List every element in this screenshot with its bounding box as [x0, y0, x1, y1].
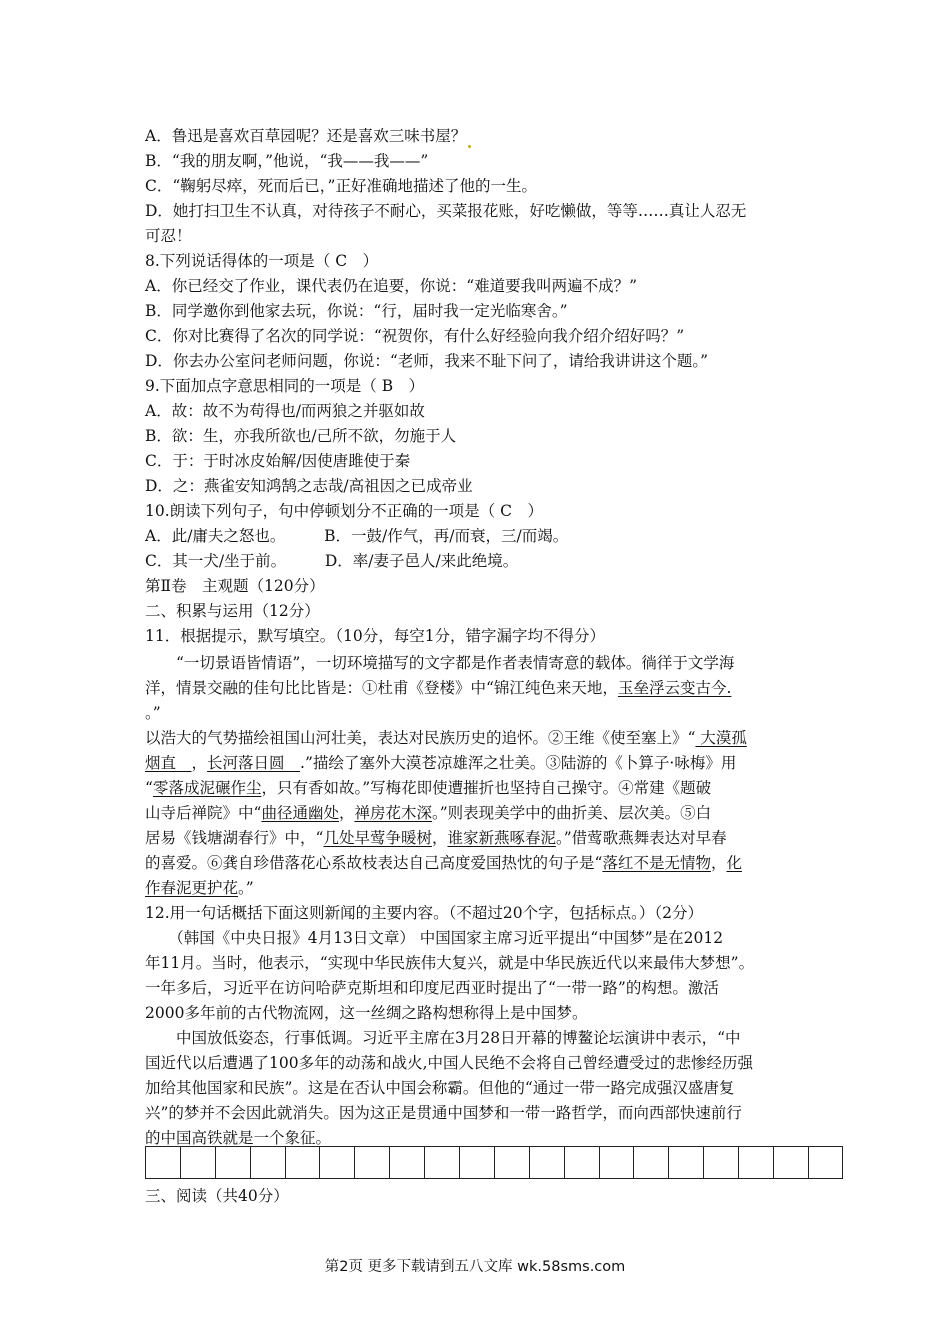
section-2-title: 第Ⅱ卷 主观题（120分）: [145, 577, 325, 595]
q9-option-b: B．欲：生，亦我所欲也/己所不欲，勿施于人: [145, 427, 457, 445]
answer-grid-cell[interactable]: [494, 1146, 529, 1179]
answer-grid-cell[interactable]: [424, 1146, 459, 1179]
answer-blank: 几处早莺争暖树: [323, 829, 432, 847]
answer-grid-cell[interactable]: [773, 1146, 808, 1179]
q8-option-a: A．你已经交了作业，课代表仍在追要，你说：“难道要我叫两遍不成？”: [145, 277, 638, 295]
answer-grid-cell[interactable]: [319, 1146, 354, 1179]
option-d-line-cont: 可忍！: [145, 227, 192, 245]
q9-option-d: D．之：燕雀安知鸿鹄之志哉/高祖因之已成帝业: [145, 477, 473, 495]
answer-blank: 曲径通幽处: [261, 804, 339, 822]
q11-line-10: 作春泥更护花。”: [145, 879, 254, 897]
option-c-line: C．“鞠躬尽瘁，死而后已，”正好准确地描述了他的一生。: [145, 177, 537, 195]
q11-line-4: 以浩大的气势描绘祖国山河壮美，表达对民族历史的追怀。②王维《使至塞上》“ 大漠孤: [145, 729, 747, 747]
answer-blank: 大漠孤: [695, 729, 747, 747]
q9-option-c: C．于：于时冰皮始解/因使唐雎使于秦: [145, 452, 411, 470]
question-11: 11．根据提示，默写填空。（10分，每空1分，错字漏字均不得分）: [145, 627, 606, 645]
answer-blank: 谁家新燕啄春泥: [447, 829, 556, 847]
page-footer: 第2页 更多下载请到五八文库 wk.58sms.com: [324, 1259, 626, 1275]
q11-line-6: “零落成泥碾作尘，只有香如故。”写梅花即使遭摧折也坚持自己操守。④常建《题破: [145, 779, 712, 797]
answer-blank: 化: [726, 854, 742, 872]
q11-line-3: 。”: [145, 704, 161, 722]
answer-grid: [145, 1146, 843, 1179]
answer-grid-cell[interactable]: [808, 1146, 843, 1179]
q9-option-a: A．故：故不为苟得也/而两狼之并驱如故: [145, 402, 425, 420]
answer-grid-cell[interactable]: [633, 1146, 668, 1179]
option-d-line: D．她打扫卫生不认真，对待孩子不耐心，买菜报花账，好吃懒做，等等……真让人忍无: [145, 202, 747, 220]
news-para2-line4: 兴”的梦并不会因此就消失。因为这正是贯通中国梦和一带一路哲学，而向西部快速前行: [145, 1104, 742, 1122]
answer-grid-cell[interactable]: [389, 1146, 424, 1179]
news-para1-line4: 2000多年前的古代物流网，这一丝绸之路构想称得上是中国梦。: [145, 1004, 588, 1022]
q8-option-c: C．你对比赛得了名次的同学说：“祝贺你，有什么好经验向我介绍介绍好吗？”: [145, 327, 685, 345]
q11-line-1: “一切景语皆情语”，一切环境描写的文字都是作者表情寄意的载体。徜徉于文学海: [145, 654, 735, 672]
question-9: 9.下面加点字意思相同的一项是（ B ）: [145, 377, 425, 395]
answer-grid-cell[interactable]: [354, 1146, 389, 1179]
news-para2-line5: 的中国高铁就是一个象征。: [145, 1129, 332, 1147]
q8-option-d: D．你去办公室问老师问题，你说：“老师，我来不耻下问了，请给我讲讲这个题。”: [145, 352, 709, 370]
q11-line-8: 居易《钱塘湖春行》中，“几处早莺争暖树，谁家新燕啄春泥。”借莺歌燕舞表达对早春: [145, 829, 727, 847]
q8-option-b: B．同学邀你到他家去玩，你说：“行，届时我一定光临寒舍。”: [145, 302, 568, 320]
question-8: 8.下列说话得体的一项是（ C ）: [145, 252, 379, 270]
answer-grid-cell[interactable]: [180, 1146, 215, 1179]
answer-blank: 零落成泥碾作尘: [152, 779, 262, 797]
section-accumulation: 二、积累与运用（12分）: [145, 602, 320, 620]
news-para2-line3: 加给其他国家和民族”。这是在否认中国会称霸。但他的“通过一带一路完成强汉盛唐复: [145, 1079, 735, 1097]
answer-grid-cell[interactable]: [145, 1146, 180, 1179]
q10-options-ab: A．此/庸夫之怒也。 B．一鼓/作气，再/而衰，三/而竭。: [145, 527, 569, 545]
answer-grid-cell[interactable]: [250, 1146, 285, 1179]
answer-grid-cell[interactable]: [529, 1146, 564, 1179]
q11-line-2: 洋，情景交融的佳句比比皆是：①杜甫《登楼》中“锦江纯色来天地，玉垒浮云变古今.: [145, 679, 732, 697]
q11-line-9: 的喜爱。⑥龚自珍借落花心系故枝表达自己高度爱国热忱的句子是“落红不是无情物，化: [145, 854, 742, 872]
question-12: 12.用一句话概括下面这则新闻的主要内容。（不超过20个字，包括标点。）（2分）: [145, 904, 703, 922]
q10-options-cd: C．其一犬/坐于前。 D．率/妻子邑人/来此绝境。: [145, 552, 519, 570]
dot-mark-icon: [468, 145, 471, 148]
answer-grid-cell[interactable]: [459, 1146, 494, 1179]
answer-grid-cell[interactable]: [599, 1146, 634, 1179]
answer-blank: 玉垒浮云变古今.: [617, 679, 732, 697]
news-para2-line1: 中国放低姿态，行事低调。习近平主席在3月28日开幕的博鳌论坛演讲中表示，“中: [145, 1029, 741, 1047]
answer-blank: 禅房花木深: [354, 804, 432, 822]
news-para2-line2: 国近代以后遭遇了100多年的动荡和战火,中国人民绝不会将自己曾经遭受过的悲惨经历强: [145, 1054, 754, 1072]
news-para1-line3: 一年多后，习近平在访问哈萨克斯坦和印度尼西亚时提出了“一带一路”的构想。激活: [145, 979, 719, 997]
option-b-line: B．“我的朋友啊，”他说，“我——我——”: [145, 152, 429, 170]
option-a-line: A．鲁迅是喜欢百草园呢？还是喜欢三味书屋？: [145, 124, 825, 148]
answer-grid-cell[interactable]: [564, 1146, 599, 1179]
answer-blank: 烟直: [145, 754, 192, 772]
question-10: 10.朗读下列句子，句中停顿划分不正确的一项是（ C ）: [145, 502, 543, 520]
section-3-title: 三、阅读（共40分）: [145, 1187, 289, 1205]
answer-blank: 落红不是无情物: [602, 854, 711, 872]
answer-grid-cell[interactable]: [285, 1146, 320, 1179]
answer-blank: 长河落日圆: [207, 754, 301, 772]
q11-line-5: 烟直 ，长河落日圆 .”描绘了塞外大漠苍凉雄浑之壮美。③陆游的《卜算子·咏梅》用: [145, 754, 737, 772]
answer-grid-cell[interactable]: [738, 1146, 773, 1179]
q11-line-7: 山寺后禅院》中“曲径通幽处，禅房花木深。”则表现美学中的曲折美、层次美。⑤白: [145, 804, 712, 822]
answer-blank: 作春泥更护花: [145, 879, 239, 897]
news-para1-line1: （韩国《中央日报》4月13日文章） 中国国家主席习近平提出“中国梦”是在2012: [145, 929, 724, 947]
answer-grid-cell[interactable]: [703, 1146, 738, 1179]
news-para1-line2: 年11月。当时，他表示，“实现中华民族伟大复兴，就是中华民族近代以来最伟大梦想”。: [145, 954, 755, 972]
answer-grid-cell[interactable]: [668, 1146, 703, 1179]
answer-grid-cell[interactable]: [215, 1146, 250, 1179]
